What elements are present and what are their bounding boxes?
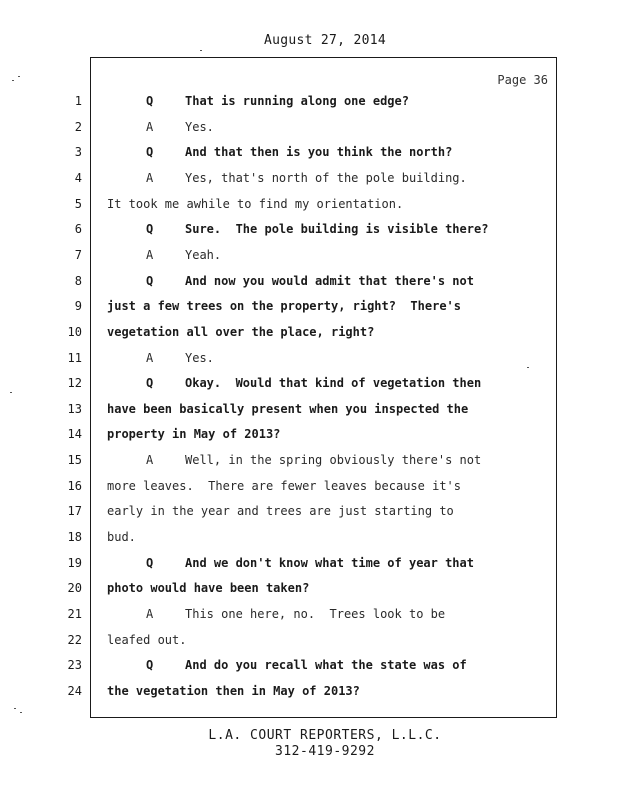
line-number: 12 <box>67 376 82 390</box>
scan-speck <box>14 708 16 709</box>
transcript-text: Yeah. <box>185 248 222 262</box>
transcript-text: Well, in the spring obviously there's not <box>185 453 482 467</box>
speaker-label: Q <box>146 94 154 108</box>
speaker-label: Q <box>146 556 154 570</box>
speaker-label: Q <box>146 274 154 288</box>
line-number: 23 <box>67 658 82 672</box>
transcript-text: It took me awhile to find my orientation. <box>107 197 404 211</box>
transcript-text: vegetation all over the place, right? <box>107 325 375 339</box>
transcript-text: photo would have been taken? <box>107 581 310 595</box>
line-number: 22 <box>67 633 82 647</box>
transcript-text: just a few trees on the property, right? There's <box>107 299 462 313</box>
scan-speck <box>20 712 22 713</box>
scan-speck <box>200 50 202 51</box>
line-number: 19 <box>67 556 82 570</box>
line-number: 8 <box>74 274 82 288</box>
transcript-text: And that then is you think the north? <box>185 145 453 159</box>
transcript-text: And do you recall what the state was of <box>185 658 467 672</box>
line-number: 13 <box>67 402 82 416</box>
line-number: 4 <box>74 171 82 185</box>
transcript-text: Yes. <box>185 120 214 134</box>
line-number: 18 <box>67 530 82 544</box>
scan-speck <box>12 80 14 81</box>
line-number: 7 <box>74 248 82 262</box>
page-number: Page 36 <box>497 73 548 87</box>
line-number: 11 <box>67 351 82 365</box>
line-number: 5 <box>74 197 82 211</box>
line-number: 1 <box>74 94 82 108</box>
speaker-label: Q <box>146 658 154 672</box>
footer-company: L.A. COURT REPORTERS, L.L.C. <box>208 728 442 743</box>
line-number: 10 <box>67 325 82 339</box>
transcript-text: Okay. Would that kind of vegetation then <box>185 376 482 390</box>
transcript-text: more leaves. There are fewer leaves because it's <box>107 479 462 493</box>
line-number: 15 <box>67 453 82 467</box>
transcript-text: leafed out. <box>107 633 187 647</box>
footer-phone: 312-419-9292 <box>275 744 375 759</box>
line-number: 21 <box>67 607 82 621</box>
line-number: 9 <box>74 299 82 313</box>
speaker-label: A <box>146 120 154 134</box>
transcript-text: And we don't know what time of year that <box>185 556 474 570</box>
speaker-label: Q <box>146 145 154 159</box>
speaker-label: A <box>146 171 154 185</box>
speaker-label: A <box>146 607 154 621</box>
line-number: 2 <box>74 120 82 134</box>
transcript-text: the vegetation then in May of 2013? <box>107 684 360 698</box>
transcript-text: Yes, that's north of the pole building. <box>185 171 467 185</box>
scan-speck <box>18 76 20 77</box>
transcript-text: That is running along one edge? <box>185 94 409 108</box>
line-number: 17 <box>67 504 82 518</box>
transcript-text: property in May of 2013? <box>107 427 281 441</box>
line-number: 14 <box>67 427 82 441</box>
scan-speck <box>527 367 529 368</box>
line-number: 20 <box>67 581 82 595</box>
transcript-text: bud. <box>107 530 136 544</box>
transcript-text: And now you would admit that there's not <box>185 274 474 288</box>
header-date: August 27, 2014 <box>264 33 386 48</box>
line-number: 6 <box>74 222 82 236</box>
footer <box>0 728 618 760</box>
transcript-text: Sure. The pole building is visible there? <box>185 222 489 236</box>
speaker-label: A <box>146 248 154 262</box>
speaker-label: A <box>146 453 154 467</box>
line-number: 3 <box>74 145 82 159</box>
speaker-label: Q <box>146 376 154 390</box>
transcript-text: early in the year and trees are just starting to <box>107 504 454 518</box>
speaker-label: A <box>146 351 154 365</box>
line-number: 24 <box>67 684 82 698</box>
transcript-text: Yes. <box>185 351 214 365</box>
speaker-label: Q <box>146 222 154 236</box>
transcript-text: This one here, no. Trees look to be <box>185 607 446 621</box>
transcript-text: have been basically present when you inspected the <box>107 402 469 416</box>
line-number: 16 <box>67 479 82 493</box>
scan-speck <box>10 392 12 393</box>
